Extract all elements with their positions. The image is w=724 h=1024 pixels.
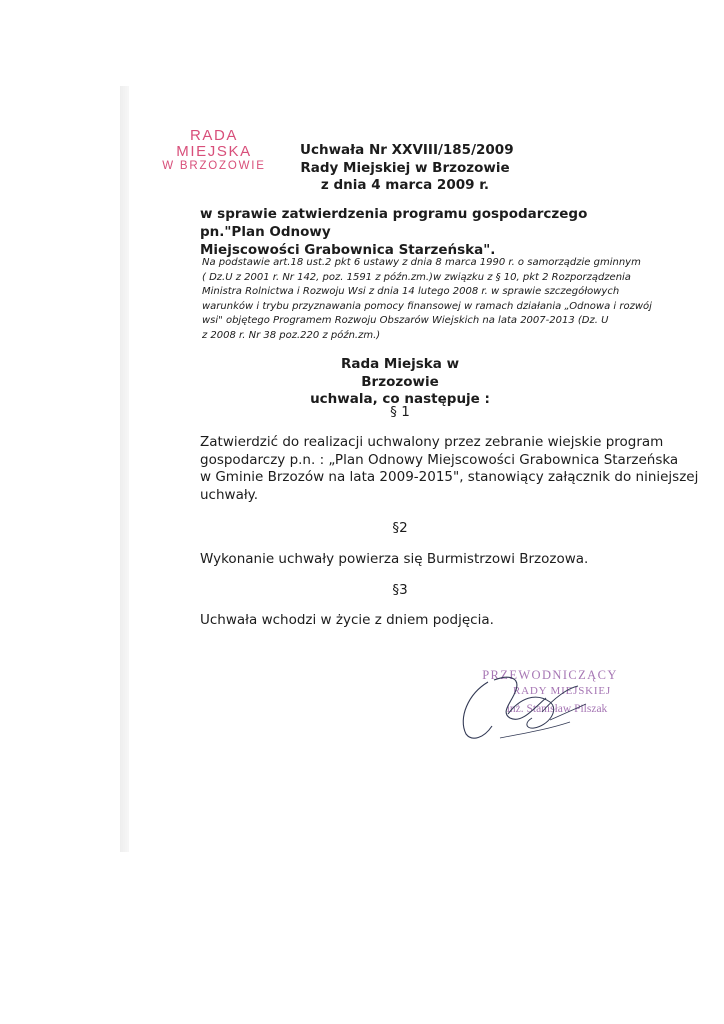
legal-basis-line: Ministra Rolnictwa i Rozwoju Wsi z dnia 14 lutego 2008 r. w sprawie szczegółowych [202, 286, 620, 298]
resolution-subject [200, 205, 640, 259]
section-2-mark: §2 [392, 520, 408, 536]
resolution-date: z dnia 4 marca 2009 r. [320, 177, 490, 193]
subject-line: Miejscowości Grabownica Starzeńska". [200, 242, 496, 258]
council-stamp-line1: RADA MIEJSKA [176, 127, 252, 160]
section-1-line: uchwały. [200, 486, 259, 503]
section-3-mark: §3 [392, 582, 408, 598]
legal-basis-line: z 2008 r. Nr 38 poz.220 z późn.zm.) [202, 329, 381, 341]
section-1-line: Zatwierdzić do realizacji uchwalony przez zebranie wiejskie program [200, 434, 664, 450]
section-2-text: Wykonanie uchwały powierza się Burmistrzowi Brzozowa. [200, 551, 589, 567]
subject-line: w sprawie zatwierdzenia programu gospodarczego pn."Plan Odnowy [200, 206, 588, 240]
section-1-text [200, 434, 699, 504]
council-resolves: uchwala, co następuje : [310, 391, 490, 407]
council-stamp [158, 128, 270, 172]
chairman-stamp-council: RADY MIEJSKIEJ [513, 685, 611, 697]
legal-basis [202, 256, 652, 344]
council-decision [310, 356, 490, 409]
resolution-number: Uchwała Nr XXVIII/185/2009 [300, 142, 514, 158]
scan-margin-strip [120, 86, 129, 852]
handwritten-signature [450, 668, 610, 748]
legal-basis-line: Na podstawie art.18 ust.2 pkt 6 ustawy z dnia 8 marca 1990 r. o samorządzie gminnym [202, 257, 641, 268]
resolution-header [300, 142, 514, 195]
section-1-line: gospodarczy p.n. : „Plan Odnowy Miejscowości Grabownica Starzeńska [200, 451, 679, 468]
chairman-stamp-name: inż. Stanisław Pilszak [506, 703, 608, 715]
section-1-line: w Gminie Brzozów na lata 2009-2015", stanowiący załącznik do niniejszej [200, 469, 699, 485]
council-stamp-line2: W BRZOZOWIE [162, 159, 266, 172]
legal-basis-line: warunków i trybu przyznawania pomocy finansowej w ramach działania „Odnowa i rozwój [202, 300, 652, 312]
council-name: Rada Miejska w Brzozowie [340, 356, 460, 390]
resolution-issuer: Rady Miejskiej w Brzozowie [300, 159, 510, 176]
legal-basis-line: ( Dz.U z 2001 r. Nr 142, poz. 1591 z późn.zm.)w związku z § 10, pkt 2 Rozporządzenia [202, 271, 631, 283]
legal-basis-line: wsi" objętego Programem Rozwoju Obszarów Wiejskich na lata 2007-2013 (Dz. U [202, 315, 609, 327]
section-1-mark: § 1 [390, 404, 410, 420]
section-3-text: Uchwała wchodzi w życie z dniem podjęcia. [200, 612, 494, 628]
chairman-stamp-title: PRZEWODNICZĄCY [482, 668, 618, 682]
